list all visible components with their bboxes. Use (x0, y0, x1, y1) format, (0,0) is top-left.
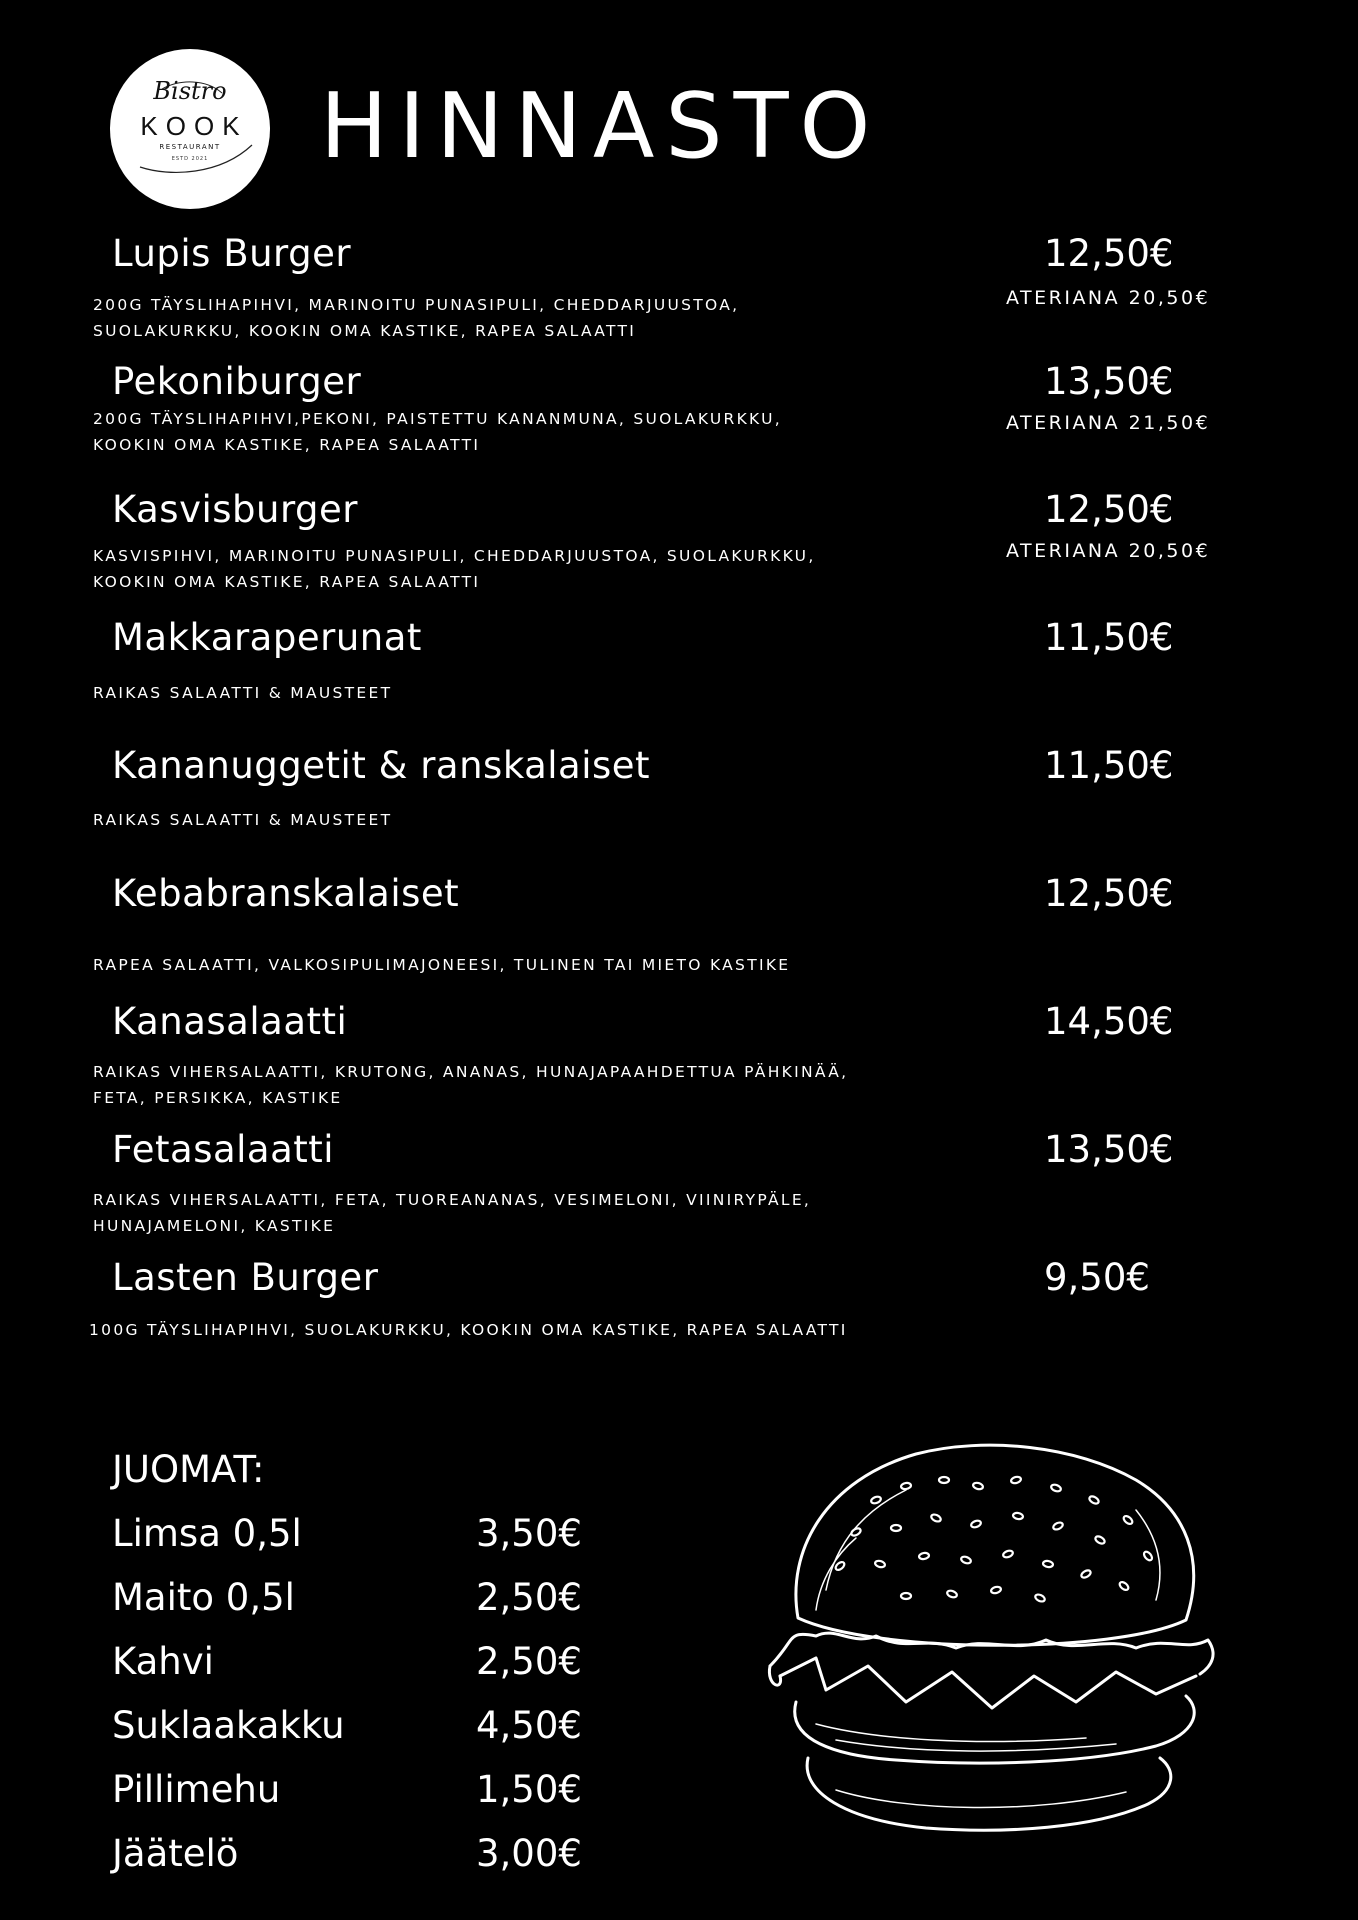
description-line: RAIKAS SALAATTI & MAUSTEET (93, 684, 393, 702)
menu-item-description (93, 1187, 1023, 1239)
menu-item-description (93, 807, 1023, 833)
drink-price: 2,50€ (476, 1640, 582, 1683)
menu-item-price: 12,50€ (1044, 872, 1174, 915)
restaurant-logo (110, 49, 270, 209)
logo-name-text: KOOK (140, 111, 248, 141)
drink-name: Jäätelö (112, 1832, 239, 1875)
description-line: KASVISPIHVI, MARINOITU PUNASIPULI, CHEDDARJUUSTOA, SUOLAKURKKU, (93, 547, 816, 565)
drink-row (0, 1576, 700, 1620)
logo-script-text: Bistro (153, 77, 227, 105)
menu-item-description (93, 543, 1023, 595)
drinks-heading: JUOMAT: (112, 1448, 265, 1491)
drink-row (0, 1640, 700, 1684)
menu-item-price: 13,50€ (1044, 1128, 1174, 1171)
menu-item-price: 11,50€ (1044, 616, 1174, 659)
menu-item-name: Kanasalaatti (112, 1000, 348, 1043)
description-line: 200G TÄYSLIHAPIHVI,PEKONI, PAISTETTU KANANMUNA, SUOLAKURKKU, (93, 410, 782, 428)
drink-price: 3,50€ (476, 1512, 582, 1555)
menu-item-price: 11,50€ (1044, 744, 1174, 787)
drink-price: 4,50€ (476, 1704, 582, 1747)
menu-item-description (93, 1059, 1023, 1111)
description-line: KOOKIN OMA KASTIKE, RAPEA SALAATTI (93, 573, 481, 591)
description-line: SUOLAKURKKU, KOOKIN OMA KASTIKE, RAPEA SALAATTI (93, 322, 637, 340)
drink-price: 2,50€ (476, 1576, 582, 1619)
burger-illustration-icon (756, 1440, 1226, 1840)
menu-item-meal-price: ATERIANA 20,50€ (1006, 287, 1211, 309)
menu-item-description (89, 1317, 1019, 1343)
description-line: FETA, PERSIKKA, KASTIKE (93, 1089, 343, 1107)
drink-price: 1,50€ (476, 1768, 582, 1811)
description-line: 100G TÄYSLIHAPIHVI, SUOLAKURKKU, KOOKIN OMA KASTIKE, RAPEA SALAATTI (89, 1321, 848, 1339)
menu-item-description (93, 680, 1023, 706)
page-title: HINNASTO (320, 74, 882, 179)
menu-item-price: 14,50€ (1044, 1000, 1174, 1043)
menu-item-name: Makkaraperunat (112, 616, 422, 659)
menu-item-description (93, 952, 1023, 978)
logo-estd-text: ESTD 2021 (171, 156, 209, 162)
menu-item-description (93, 292, 1023, 344)
description-line: RAIKAS SALAATTI & MAUSTEET (93, 811, 393, 829)
menu-item-price: 12,50€ (1044, 488, 1174, 531)
description-line: RAIKAS VIHERSALAATTI, FETA, TUOREANANAS, VESIMELONI, VIINIRYPÄLE, (93, 1191, 812, 1209)
drink-name: Maito 0,5l (112, 1576, 295, 1619)
drink-name: Suklaakakku (112, 1704, 345, 1747)
menu-item-meal-price: ATERIANA 20,50€ (1006, 540, 1211, 562)
menu-item-meal-price: ATERIANA 21,50€ (1006, 412, 1211, 434)
description-line: 200G TÄYSLIHAPIHVI, MARINOITU PUNASIPULI, CHEDDARJUUSTOA, (93, 296, 740, 314)
drink-name: Limsa 0,5l (112, 1512, 302, 1555)
drink-name: Pillimehu (112, 1768, 281, 1811)
drink-row (0, 1768, 700, 1812)
menu-item-name: Kebabranskalaiset (112, 872, 460, 915)
menu-item-price: 9,50€ (1044, 1256, 1150, 1299)
menu-item-name: Lasten Burger (112, 1256, 379, 1299)
description-line: HUNAJAMELONI, KASTIKE (93, 1217, 336, 1235)
drink-price: 3,00€ (476, 1832, 582, 1875)
menu-item-name: Kasvisburger (112, 488, 358, 531)
description-line: RAIKAS VIHERSALAATTI, KRUTONG, ANANAS, HUNAJAPAAHDETTUA PÄHKINÄÄ, (93, 1063, 849, 1081)
drink-row (0, 1512, 700, 1556)
logo-sub-text: RESTAURANT (159, 143, 221, 151)
menu-item-name: Lupis Burger (112, 232, 352, 275)
menu-item-name: Pekoniburger (112, 360, 362, 403)
menu-item-name: Kananuggetit & ranskalaiset (112, 744, 651, 787)
description-line: RAPEA SALAATTI, VALKOSIPULIMAJONEESI, TULINEN TAI MIETO KASTIKE (93, 956, 791, 974)
menu-item-description (93, 406, 1023, 458)
menu-item-name: Fetasalaatti (112, 1128, 335, 1171)
description-line: KOOKIN OMA KASTIKE, RAPEA SALAATTI (93, 436, 481, 454)
drink-row (0, 1832, 700, 1876)
menu-item-price: 13,50€ (1044, 360, 1174, 403)
drink-name: Kahvi (112, 1640, 214, 1683)
drink-row (0, 1704, 700, 1748)
menu-item-price: 12,50€ (1044, 232, 1174, 275)
